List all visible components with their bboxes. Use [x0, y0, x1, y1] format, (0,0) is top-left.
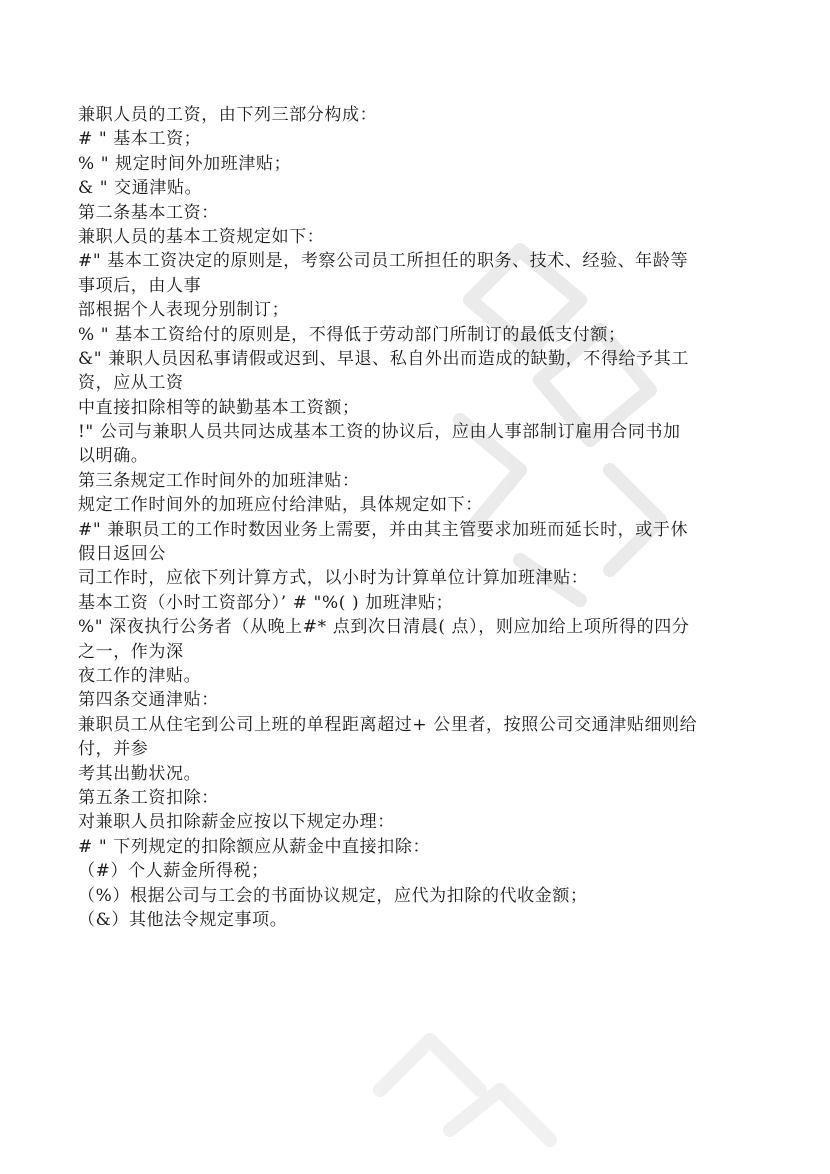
- text-line: !" 公司与兼职人员共同达成基本工资的协议后，应由人事部制订雇用合同书加: [78, 422, 681, 443]
- text-line: 之一，作为深: [78, 641, 184, 662]
- text-line: 夜工作的津贴。: [78, 665, 202, 686]
- text-line: 付，并参: [78, 739, 149, 760]
- text-line: % " 规定时间外加班津贴；: [78, 153, 292, 174]
- text-line: 对兼职人员扣除薪金应按以下规定办理：: [78, 812, 395, 833]
- text-line: %" 深夜执行公务者（从晚上#* 点到次日清晨( 点），则应加给上项所得的四分: [78, 617, 690, 638]
- formula-line: 基本工资（小时工资部分）’ # "%( ) 加班津贴；: [78, 592, 454, 613]
- section-heading: 第二条基本工资：: [78, 202, 219, 223]
- text-line: # " 基本工资；: [78, 129, 202, 150]
- list-item: （&）其他法令规定事项。: [78, 909, 288, 930]
- text-line: 资，应从工资: [78, 373, 184, 394]
- text-line: 司工作时，应依下列计算方式，以小时为计算单位计算加班津贴：: [78, 568, 589, 589]
- text-line: #" 兼职员工的工作时数因业务上需要，并由其主管要求加班而延长时，或于休: [78, 519, 689, 540]
- section-heading: 第四条交通津贴：: [78, 690, 219, 711]
- text-line: 考其出勤状况。: [78, 763, 202, 784]
- text-line: 中直接扣除相等的缺勤基本工资额；: [78, 397, 360, 418]
- list-item: （%）根据公司与工会的书面协议规定，应代为扣除的代收金额；: [78, 885, 588, 906]
- text-line: 部根据个人表现分别制订；: [78, 300, 290, 321]
- text-line: 以明确。: [78, 446, 149, 467]
- list-item: （#）个人薪金所得税；: [78, 861, 269, 882]
- text-line: 假日返回公: [78, 544, 166, 565]
- document-body: [78, 103, 768, 932]
- text-line: % " 基本工资给付的原则是，不得低于劳动部门所制订的最低支付额；: [78, 324, 626, 345]
- text-line: 事项后，由人事: [78, 275, 202, 296]
- text-line: #" 基本工资决定的原则是，考察公司员工所担任的职务、技术、经验、年龄等: [78, 251, 689, 272]
- text-line: &" 兼职人员因私事请假或迟到、早退、私自外出而造成的缺勤，不得给予其工: [78, 348, 689, 369]
- text-line: # " 下列规定的扣除额应从薪金中直接扣除：: [78, 836, 431, 857]
- text-line: 兼职人员的基本工资规定如下：: [78, 226, 325, 247]
- text-line: 兼职人员的工资，由下列三部分构成：: [78, 105, 378, 125]
- text-line: & " 交通津贴。: [78, 178, 203, 199]
- text-line: 规定工作时间外的加班应付给津贴，具体规定如下：: [78, 495, 483, 516]
- section-heading: 第五条工资扣除：: [78, 787, 219, 808]
- section-heading: 第三条规定工作时间外的加班津贴：: [78, 470, 360, 491]
- text-line: 兼职员工从住宅到公司上班的单程距离超过+ 公里者，按照公司交通津贴细则给: [78, 714, 698, 735]
